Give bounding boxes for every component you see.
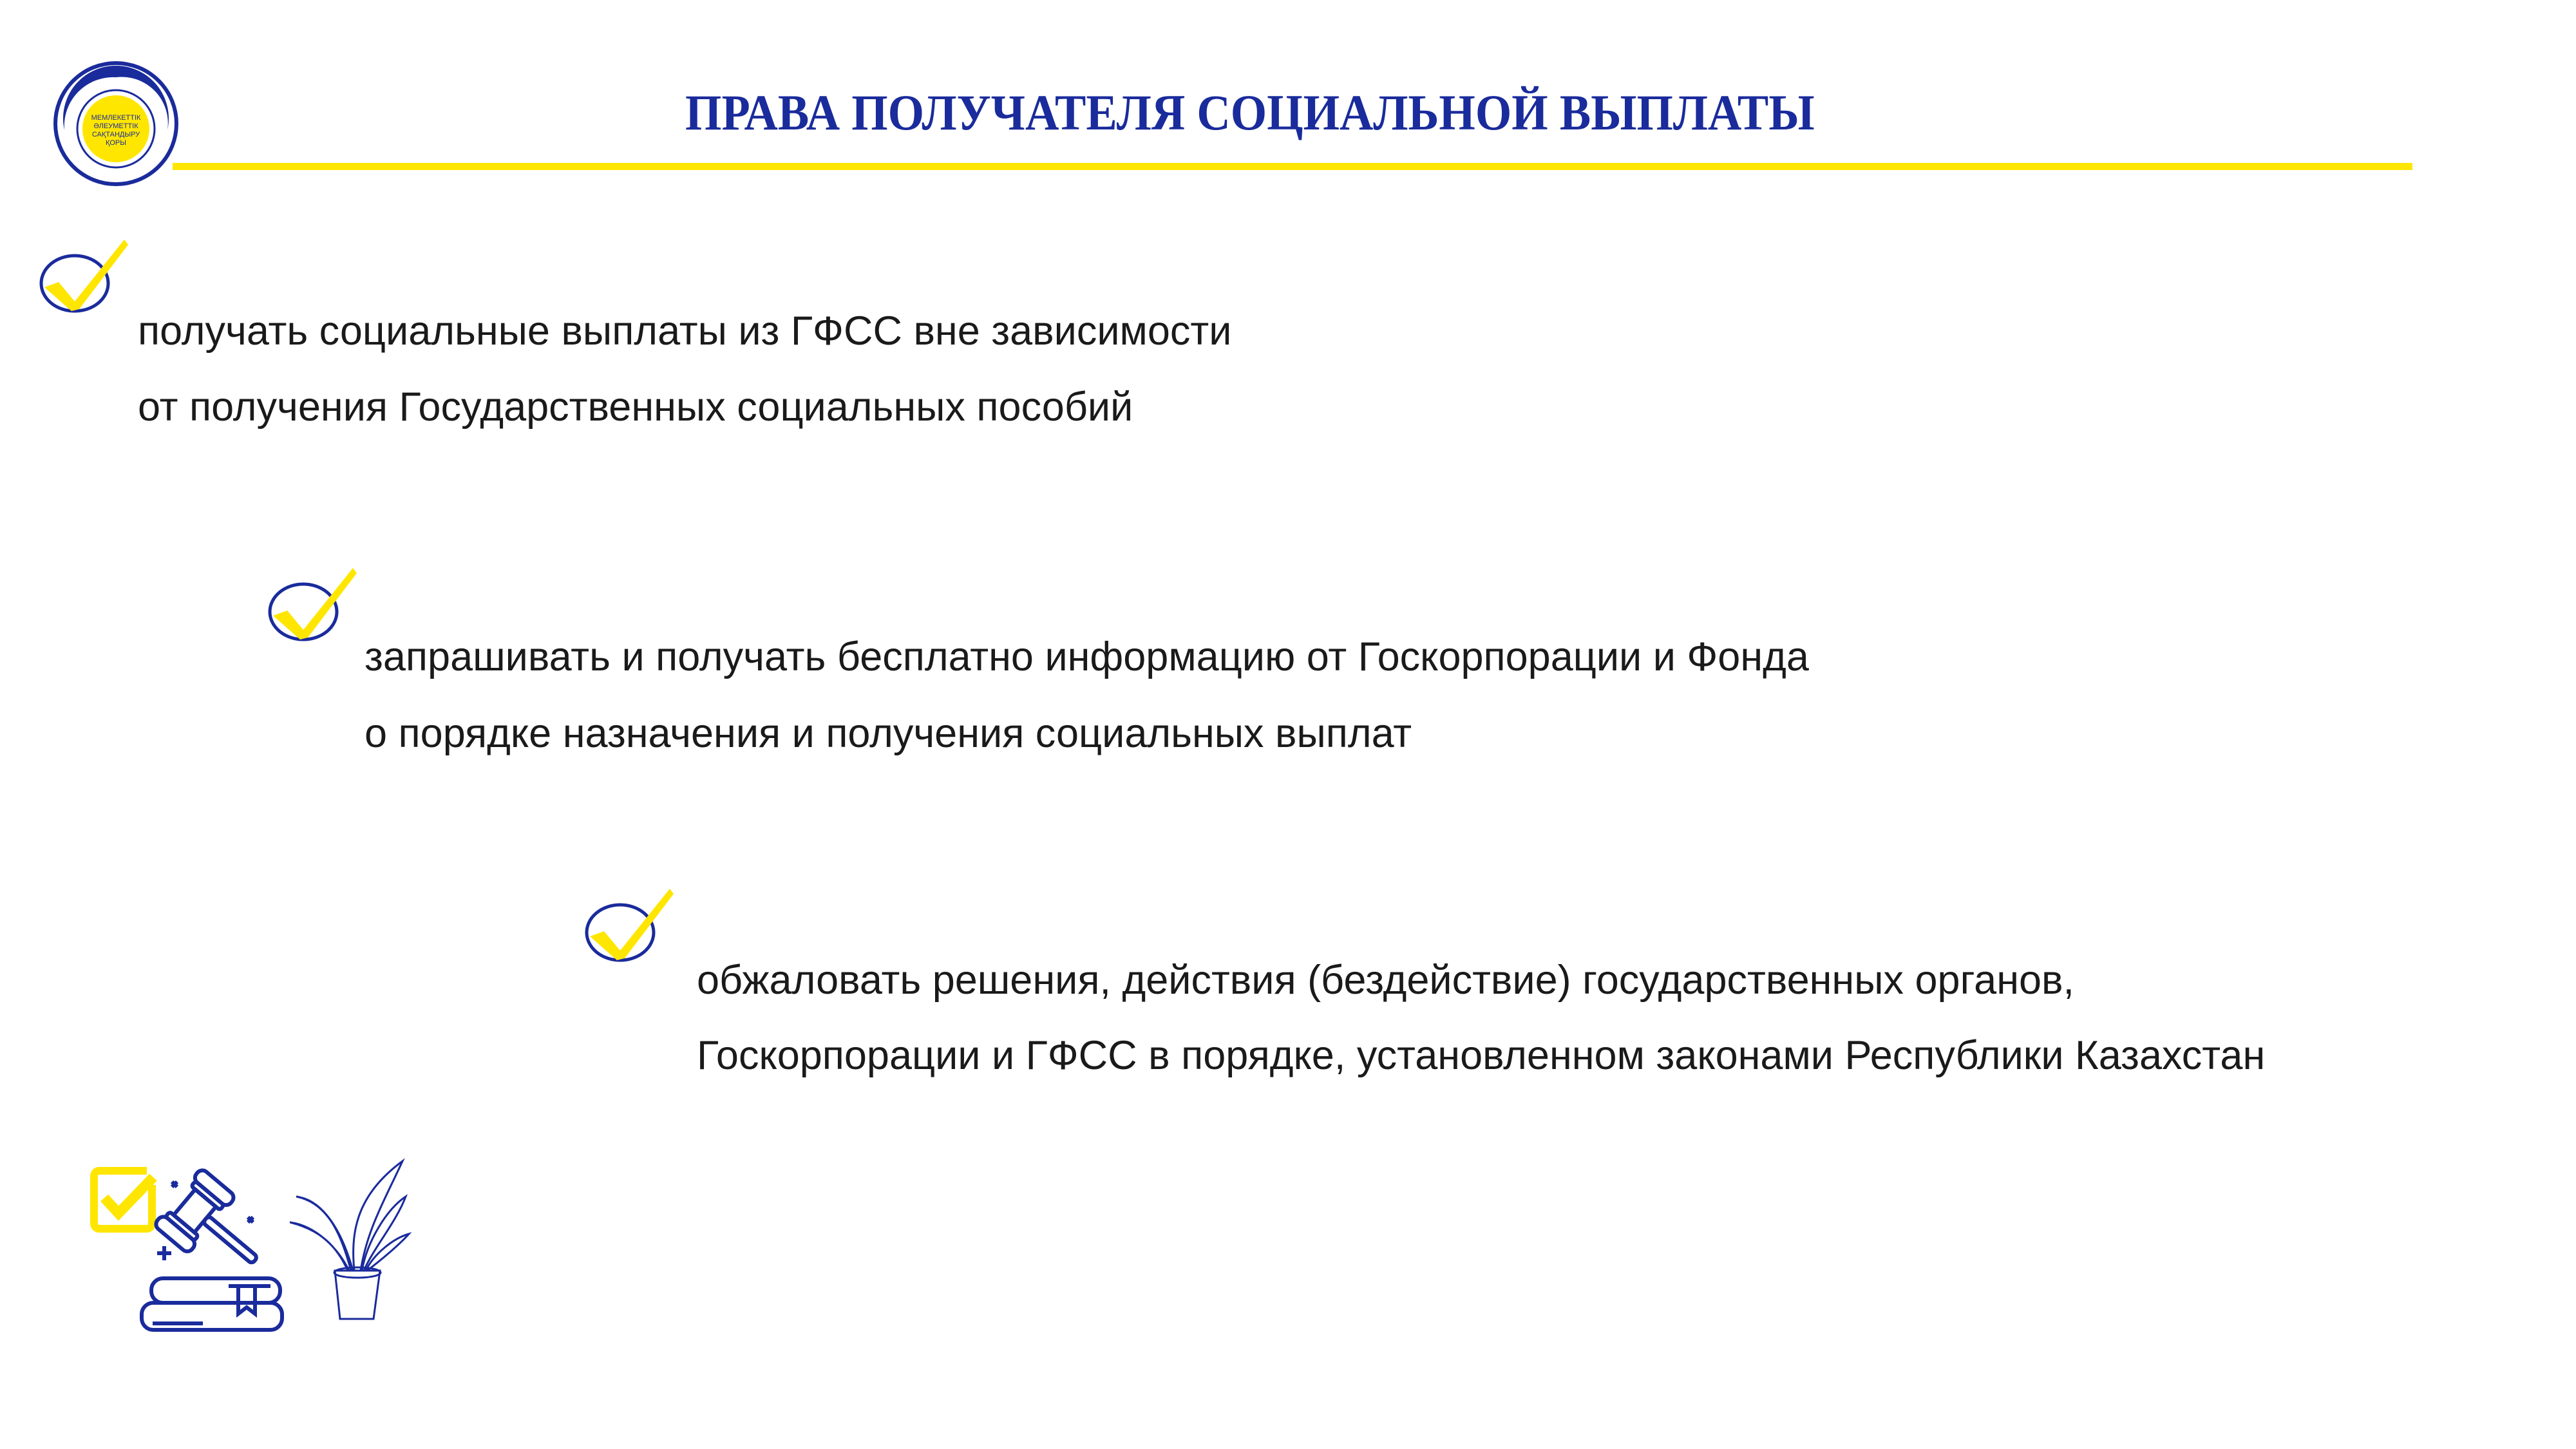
right-2-line-2: о порядке назначения и получения социальных выплат [365, 711, 1412, 756]
right-1-line-1: получать социальные выплаты из ГФСС вне зависимости [138, 308, 1232, 354]
potted-plant-icon [290, 1158, 412, 1329]
logo-text-line: МЕМЛЕКЕТТІК [91, 114, 141, 122]
title-underline [173, 163, 2412, 170]
check-circle-icon [585, 886, 675, 962]
page-title: ПРАВА ПОЛУЧАТЕЛЯ СОЦИАЛЬНОЙ ВЫПЛАТЫ [685, 84, 1815, 140]
svg-text:ӘЛЕУМЕТТІК: ӘЛЕУМЕТТІК [93, 122, 138, 130]
right-3-line-1: обжаловать решения, действия (бездействие) государственных органов, [697, 958, 2075, 1003]
right-3-line-2: Госкорпорации и ГФСС в порядке, установленном законами Республики Казахстан [697, 1033, 2266, 1078]
right-1-line-2: от получения Государственных социальных пособий [138, 384, 1133, 430]
svg-text:ҚОРЫ: ҚОРЫ [105, 139, 127, 147]
fund-logo [52, 59, 180, 188]
right-2-line-1: запрашивать и получать бесплатно информацию от Госкорпорации и Фонда [365, 634, 1809, 679]
gavel-books-icon [138, 1162, 287, 1336]
check-circle-icon [39, 237, 129, 313]
svg-text:САҚТАНДЫРУ: САҚТАНДЫРУ [91, 131, 140, 138]
check-circle-icon [268, 565, 358, 641]
